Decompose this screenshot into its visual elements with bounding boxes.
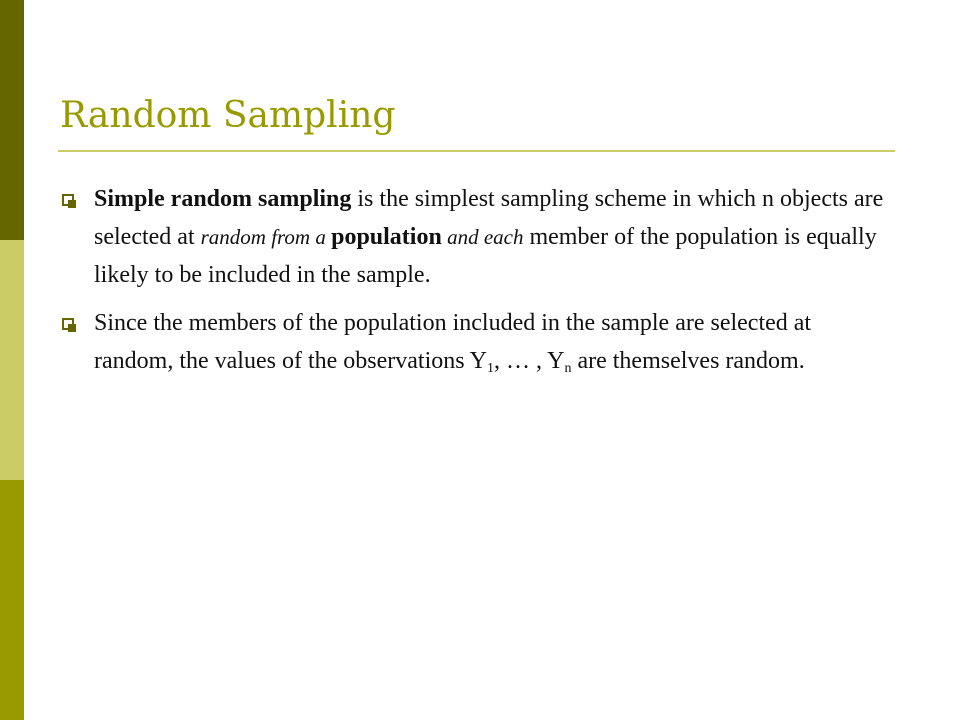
bullet-text: member of the population is equally likely to be included in the sample. (94, 224, 877, 288)
bullet-italic-text: and each (441, 225, 524, 249)
bullet-italic-text: random from a (200, 225, 332, 249)
term-population: population (331, 224, 442, 250)
title-underline (58, 150, 895, 152)
square-bullet-icon (62, 318, 74, 330)
bullet-list (60, 180, 890, 390)
bullet-text: is the simplest sampling scheme in which n objects are selected at (94, 186, 884, 250)
bullet-item (60, 304, 890, 380)
side-bar-light (0, 240, 24, 480)
square-bullet-icon (62, 194, 74, 206)
side-bar-mid (0, 480, 24, 720)
bullet-text: Since the members of the population included in the sample are selected at random, the values of the observations Y (94, 310, 812, 374)
bullet-text: are themselves random. (571, 348, 805, 374)
bullet-item (60, 180, 890, 294)
slide-title: Random Sampling (60, 95, 396, 136)
side-bar-dark (0, 0, 24, 240)
term-simple-random-sampling: Simple random sampling (94, 186, 352, 212)
subscript-1: 1 (487, 361, 495, 376)
bullet-text: , … , Y (494, 348, 565, 374)
subscript-n: n (564, 361, 572, 376)
